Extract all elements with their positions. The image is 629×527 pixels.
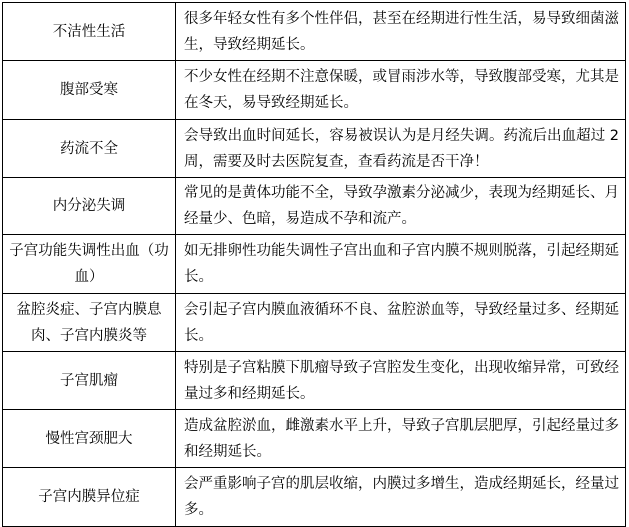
cause-cell: 子宫内膜异位症 bbox=[3, 468, 176, 527]
table-row bbox=[3, 61, 626, 120]
table-row bbox=[3, 178, 626, 235]
detail-cell: 如无排卵性功能失调性子宫出血和子宫内膜不规则脱落，引起经期延长。 bbox=[176, 235, 626, 294]
detail-cell: 会引起子宫内膜血液循环不良、盆腔淤血等，导致经量过多、经期延长。 bbox=[176, 294, 626, 352]
cause-cell: 不洁性生活 bbox=[3, 3, 176, 61]
cause-cell: 子宫功能失调性出血（功血） bbox=[3, 235, 176, 294]
detail-cell: 特别是子宫粘膜下肌瘤导致子宫腔发生变化，出现收缩异常，可致经量过多和经期延长。 bbox=[176, 352, 626, 410]
detail-cell: 造成盆腔淤血，雌激素水平上升，导致子宫肌层肥厚，引起经量过多和经期延长。 bbox=[176, 410, 626, 468]
table-row bbox=[3, 294, 626, 352]
table-row bbox=[3, 3, 626, 61]
table-row bbox=[3, 410, 626, 468]
table-row bbox=[3, 235, 626, 294]
causes-table bbox=[2, 2, 626, 527]
cause-cell: 内分泌失调 bbox=[3, 178, 176, 235]
table-row bbox=[3, 120, 626, 178]
detail-cell: 很多年轻女性有多个性伴侣，甚至在经期进行性生活，易导致细菌滋生，导致经期延长。 bbox=[176, 3, 626, 61]
detail-cell: 会导致出血时间延长，容易被误认为是月经失调。药流后出血超过 2 周，需要及时去医院复查，查看药流是否干净！ bbox=[176, 120, 626, 178]
table-row bbox=[3, 352, 626, 410]
detail-cell: 会严重影响子宫的肌层收缩，内膜过多增生，造成经期延长，经量过多。 bbox=[176, 468, 626, 527]
cause-cell: 药流不全 bbox=[3, 120, 176, 178]
detail-cell: 不少女性在经期不注意保暖，或冒雨涉水等，导致腹部受寒，尤其是在冬天，易导致经期延长。 bbox=[176, 61, 626, 120]
cause-cell: 腹部受寒 bbox=[3, 61, 176, 120]
detail-cell: 常见的是黄体功能不全，导致孕激素分泌减少，表现为经期延长、月经量少、色暗，易造成不孕和流产。 bbox=[176, 178, 626, 235]
cause-cell: 盆腔炎症、子宫内膜息肉、子宫内膜炎等 bbox=[3, 294, 176, 352]
cause-cell: 子宫肌瘤 bbox=[3, 352, 176, 410]
cause-cell: 慢性宫颈肥大 bbox=[3, 410, 176, 468]
table-row bbox=[3, 468, 626, 527]
